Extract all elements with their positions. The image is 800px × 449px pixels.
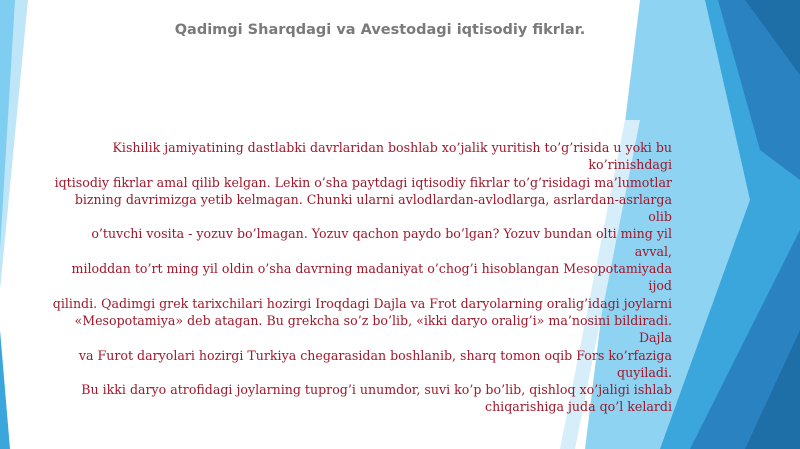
left-dark-shape <box>0 330 10 449</box>
slide-title: Qadimgi Sharqdagi va Avestodagi iqtisodiy fikrlar. <box>174 22 586 38</box>
slide-body-text: Kishilik jamiyatining dastlabki davrlaridan boshlab xo’jalik yuritish to’g’risida u yoki bu ko’rinishdagi iqtisodiy fikrlar amal qilib kelgan. Lekin o’sha paytdagi iqtisodiy fikrlar to’g’risidagi ma’lumotlar bizning davrimizga yetib kelmagan. Chunki ularni avlodlardan-avlodlarga, asrlardan-asrlarga olib o’tuvchi vosita - yozuv bo’lmagan. Yozuv qachon paydo bo’lgan? Yozuv bundan olti ming yil avval, miloddan to’rt ming yil oldin o’sha davrning madaniyat o’chog’i hisoblangan Mesopotamiyada ijod qilindi. Qadimgi grek tarixchilari hozirgi Iroqdagi Dajla va Frot daryolarning oralig’idagi joylarni «Mesopotamiya» deb atagan. Bu grekcha so’z bo’lib, «ikki daryo oralig’i» ma’nosini bildiradi. Dajla va Furot daryolari hozirgi Turkiya chegarasidan boshlanib, sharq tomon oqib Fors ko’rfaziga quyiladi. Bu ikki daryo atrofidagi joylarning tuprog’i unumdor, suvi ko’p bo’lib, qishloq xo’jaligi ishlab chiqarishiga juda qo’l kelardi <box>52 140 672 415</box>
